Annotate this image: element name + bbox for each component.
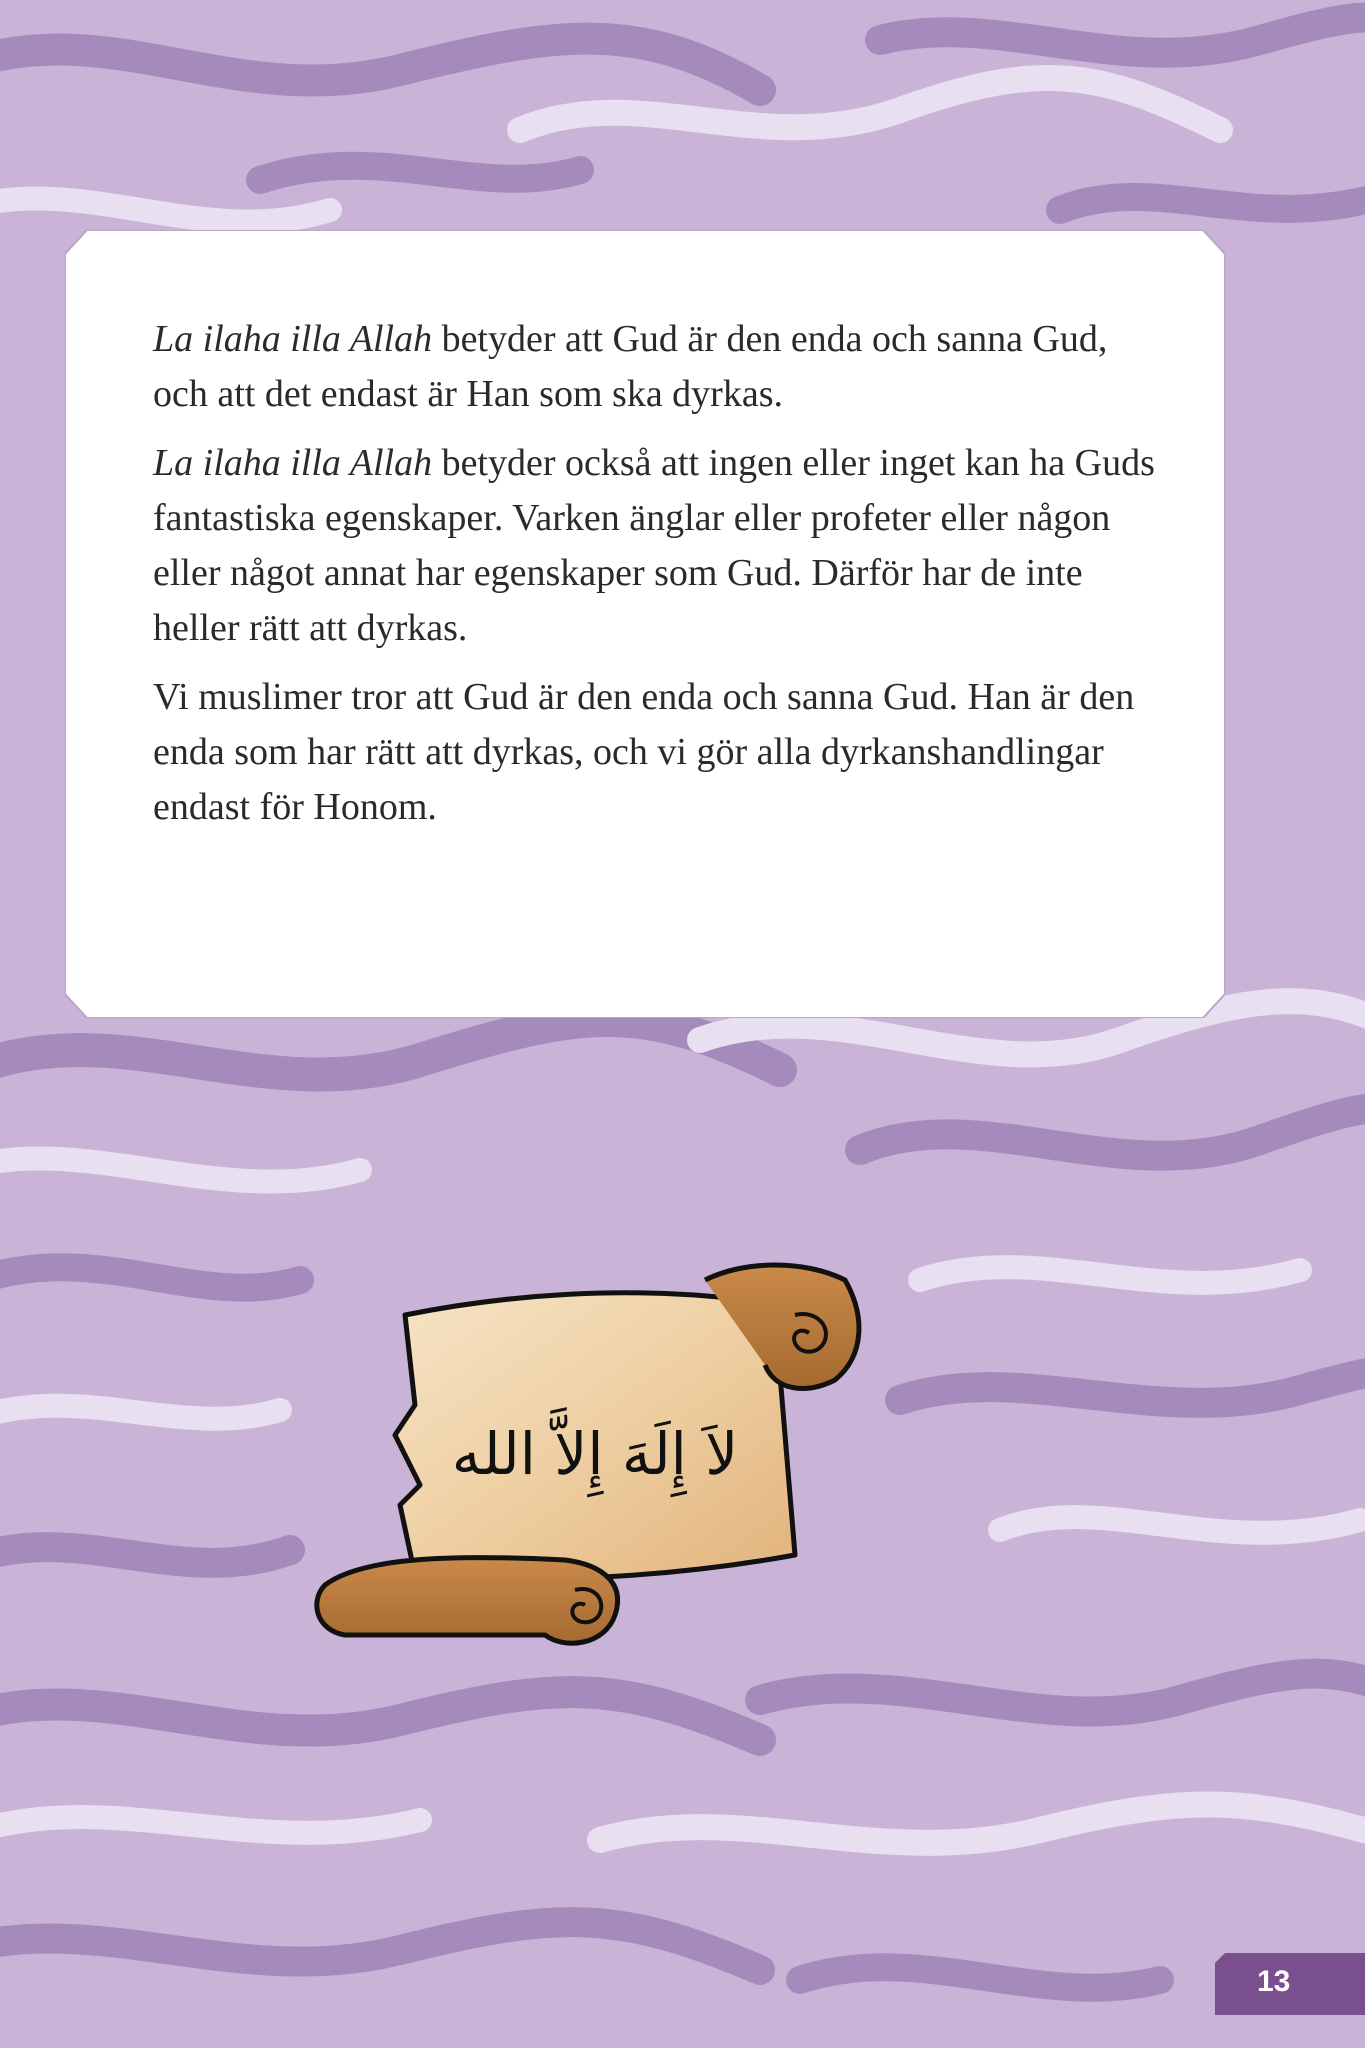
page-number: 13 <box>1257 1965 1291 1998</box>
paragraph-2 <box>153 436 1163 656</box>
paragraph-1-text: betyder att Gud är den enda och sanna Gud, och att det endast är Han som ska dyrkas. <box>153 318 1108 415</box>
paragraph-2-lead: La ilaha illa Allah <box>153 442 433 484</box>
paragraph-1 <box>153 312 1163 422</box>
paragraph-1-lead: La ilaha illa Allah <box>153 318 433 360</box>
scroll-illustration <box>305 1255 885 1695</box>
text-card <box>65 230 1225 1018</box>
page-number-badge <box>1215 1953 1365 2015</box>
card-body <box>153 312 1163 849</box>
shahada-arabic: لاَ إِلَهَ إِلاَّ الله <box>451 1420 739 1488</box>
paragraph-2-text: betyder också att ingen eller inget kan ha Guds fantastiska egenskaper. Varken änglar eller profeter eller någon eller något annat har egenskaper som Gud. Därför har de inte heller rätt att dyrkas. <box>153 442 1155 649</box>
paragraph-3 <box>153 670 1163 835</box>
paragraph-3-text: Vi muslimer tror att Gud är den enda och sanna Gud. Han är den enda som har rätt att dyrkas, och vi gör alla dyrkanshandlingar endast för Honom. <box>153 676 1135 828</box>
